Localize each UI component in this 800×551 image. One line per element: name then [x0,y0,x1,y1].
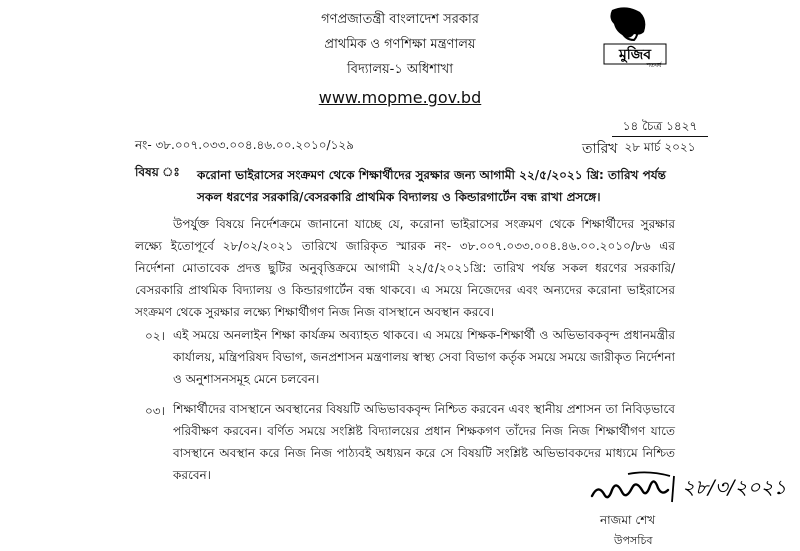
item-text: এই সময়ে অনলাইন শিক্ষা কার্যক্রম অব্যাহত থাকবে। এ সময়ে শিক্ষক-শিক্ষার্থী ও অভিভাবকবৃন্দ প্রধানমন্ত্রীর কার্যালয়, মন্ত্রিপরিষদ বিভাগ, জনপ্রশাসন মন্ত্রণালয় স্বাস্থ্য সেবা বিভাগ কর্তৃক সময়ে সময়ে জারীকৃত নির্দেশনা ও অনুশাসনসমূহ মেনে চলবেন। [173,328,675,386]
section-name: বিদ্যালয়-১ অধিশাখা [347,62,453,77]
svg-text:শতবর্ষ: শতবর্ষ [646,62,662,68]
mujib-borsho-logo [590,6,670,68]
website-link[interactable]: www.mopme.gov.bd [318,88,482,107]
subject-text: করোনা ভাইরাসের সংক্রমণ থেকে শিক্ষার্থীদের সুরক্ষার জন্য আগামী ২২/৫/২০২১ খ্রি: তারিখ পর্যন্ত সকল ধরণের সরকারি/বেসরকারি প্রাথমিক বিদ্যালয় ও কিন্ডারগার্টেন বন্ধ রাখা প্রসঙ্গে। [197,168,666,204]
date-bangla: ১৪ চৈত্র ১৪২৭ [622,119,698,133]
item-text: শিক্ষার্থীদের বাসস্থানে অবস্থানের বিষয়টি অভিভাবকবৃন্দ নিশ্চিত করবেন এবং স্থানীয় প্রশাসন তা নিবিড়ভাবে পরিবীক্ষণ করবেন। বর্ণিত সময়ে সংশ্লিষ্ট বিদ্যালয়ের প্রধান শিক্ষকগণ তাঁদের নিজ নিজ শিক্ষার্থীগণ যাতে বাসস্থানে অবস্থান করে নিজ নিজ পাঠ্যবই অধ্যয়ন করে সে বিষয়টি সংশ্লিষ্ট অভিভাবকদের মাধ্যমে নিশ্চিত করবেন। [173,402,675,482]
memo-number: নং- ৩৮.০০৭.০৩৩.০০৪.৪৬.০০.২০১০/১২৯ [135,138,354,152]
handwritten-signature [588,466,788,508]
ministry-name: প্রাথমিক ও গণশিক্ষা মন্ত্রণালয় [324,37,476,52]
item-number: ০২। [145,329,165,343]
date-divider [612,136,708,137]
date-english: ২৮ মার্চ ২০২১ [624,140,696,154]
item-number: ০৩। [145,404,165,418]
subject-label: বিষয় ঃ [135,165,180,179]
signatory-name: নাজমা শেখ [600,513,656,527]
govt-name: গণপ্রজাতন্ত্রী বাংলাদেশ সরকার [321,12,479,27]
svg-text:২৮/৩/২০২১: ২৮/৩/২০২১ [682,475,787,499]
signatory-designation: উপসচিব [614,534,653,547]
intro-paragraph: উপর্যুক্ত বিষয়ে নির্দেশক্রমে জানানো যাচ্ছে যে, করোনা ভাইরাসের সংক্রমণ থেকে শিক্ষার্থীদের সুরক্ষার লক্ষ্যে ইতোপূর্বে ২৮/০২/২০২১ তারিখে জারিকৃত স্মারক নং- ৩৮.০০৭.০৩৩.০০৪.৪৬.০০.২০১০/৮৬ এর নির্দেশনা মোতাবেক প্রদত্ত ছুটির অনুবৃত্তিক্রমে আগামী ২২/৫/২০২১খ্রি: তারিখ পর্যন্ত সকল ধরণের সরকারি/বেসরকারি প্রাথমিক বিদ্যালয় ও কিন্ডারগার্টেন বন্ধ থাকবে। এ সময়ে নিজেদের এবং অন্যদের করোনা ভাইরাসের সংক্রমণ থেকে সুরক্ষার লক্ষ্যে শিক্ষার্থীগণ নিজ নিজ বাসস্থানে অবস্থান করবে। [135,217,675,319]
date-label: তারিখ [582,141,618,157]
svg-text:মুজিব: মুজিব [618,47,652,63]
